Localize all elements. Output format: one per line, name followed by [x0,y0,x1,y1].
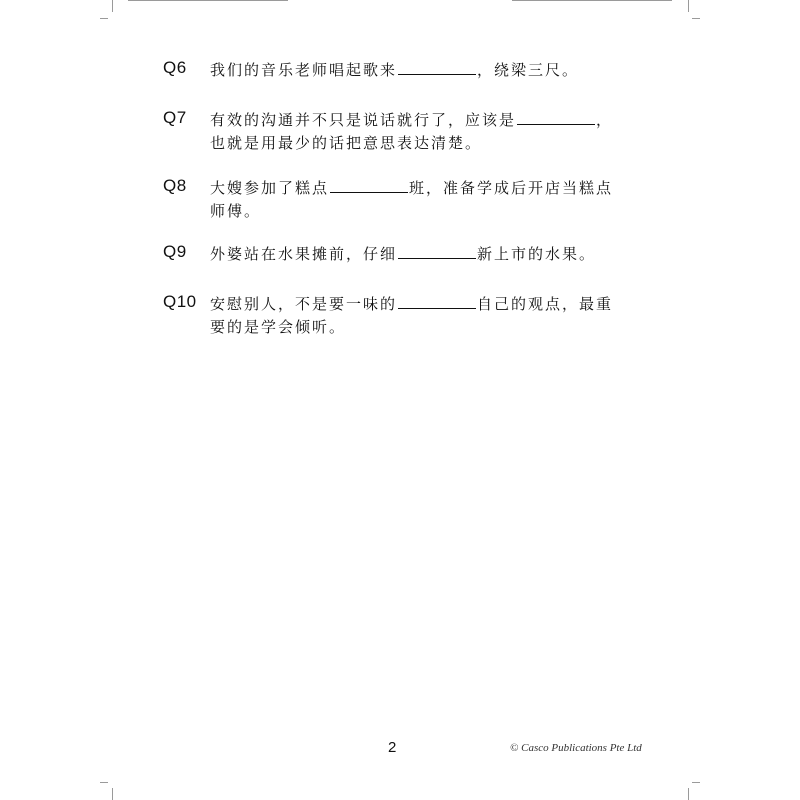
question-text-after: ，也就是用最少的话把意思表达清楚。 [210,111,614,152]
question-number: Q9 [163,242,187,261]
question-number: Q10 [163,292,197,311]
crop-mark [100,18,108,19]
crop-mark [112,0,113,12]
question-text-after: 自己的观点，最重要的是学会倾听。 [210,295,614,336]
question-text-after: ，绕梁三尺。 [477,61,580,79]
question-text [210,177,630,223]
crop-mark [692,18,700,19]
crop-mark [688,788,689,800]
question-text [210,59,630,82]
question-text-before: 安慰别人，不是要一味的 [210,295,398,313]
crop-mark [112,788,113,800]
answer-blank[interactable] [398,59,476,75]
question-number: Q8 [163,176,187,195]
crop-mark [692,782,700,783]
question-text-before: 我们的音乐老师唱起歌来 [210,61,398,79]
crop-mark [100,782,108,783]
page-number: 2 [388,739,397,756]
question-number: Q6 [163,58,187,77]
answer-blank[interactable] [398,293,476,309]
question-text-before: 大嫂参加了糕点 [210,179,330,197]
question-text [210,293,630,339]
crop-mark [688,0,689,12]
question-text-after: 班，准备学成后开店当糕点师傅。 [210,179,614,220]
question-text-after: 新上市的水果。 [477,245,597,263]
question-text-before: 有效的沟通并不只是说话就行了，应该是 [210,111,517,129]
question-number: Q7 [163,108,187,127]
answer-blank[interactable] [517,109,595,125]
question-text [210,243,630,266]
copyright-notice: © Casco Publications Pte Ltd [510,742,642,754]
answer-blank[interactable] [330,177,408,193]
question-text [210,109,630,155]
answer-blank[interactable] [398,243,476,259]
crop-mark [128,0,288,1]
question-text-before: 外婆站在水果摊前，仔细 [210,245,398,263]
crop-mark [512,0,672,1]
